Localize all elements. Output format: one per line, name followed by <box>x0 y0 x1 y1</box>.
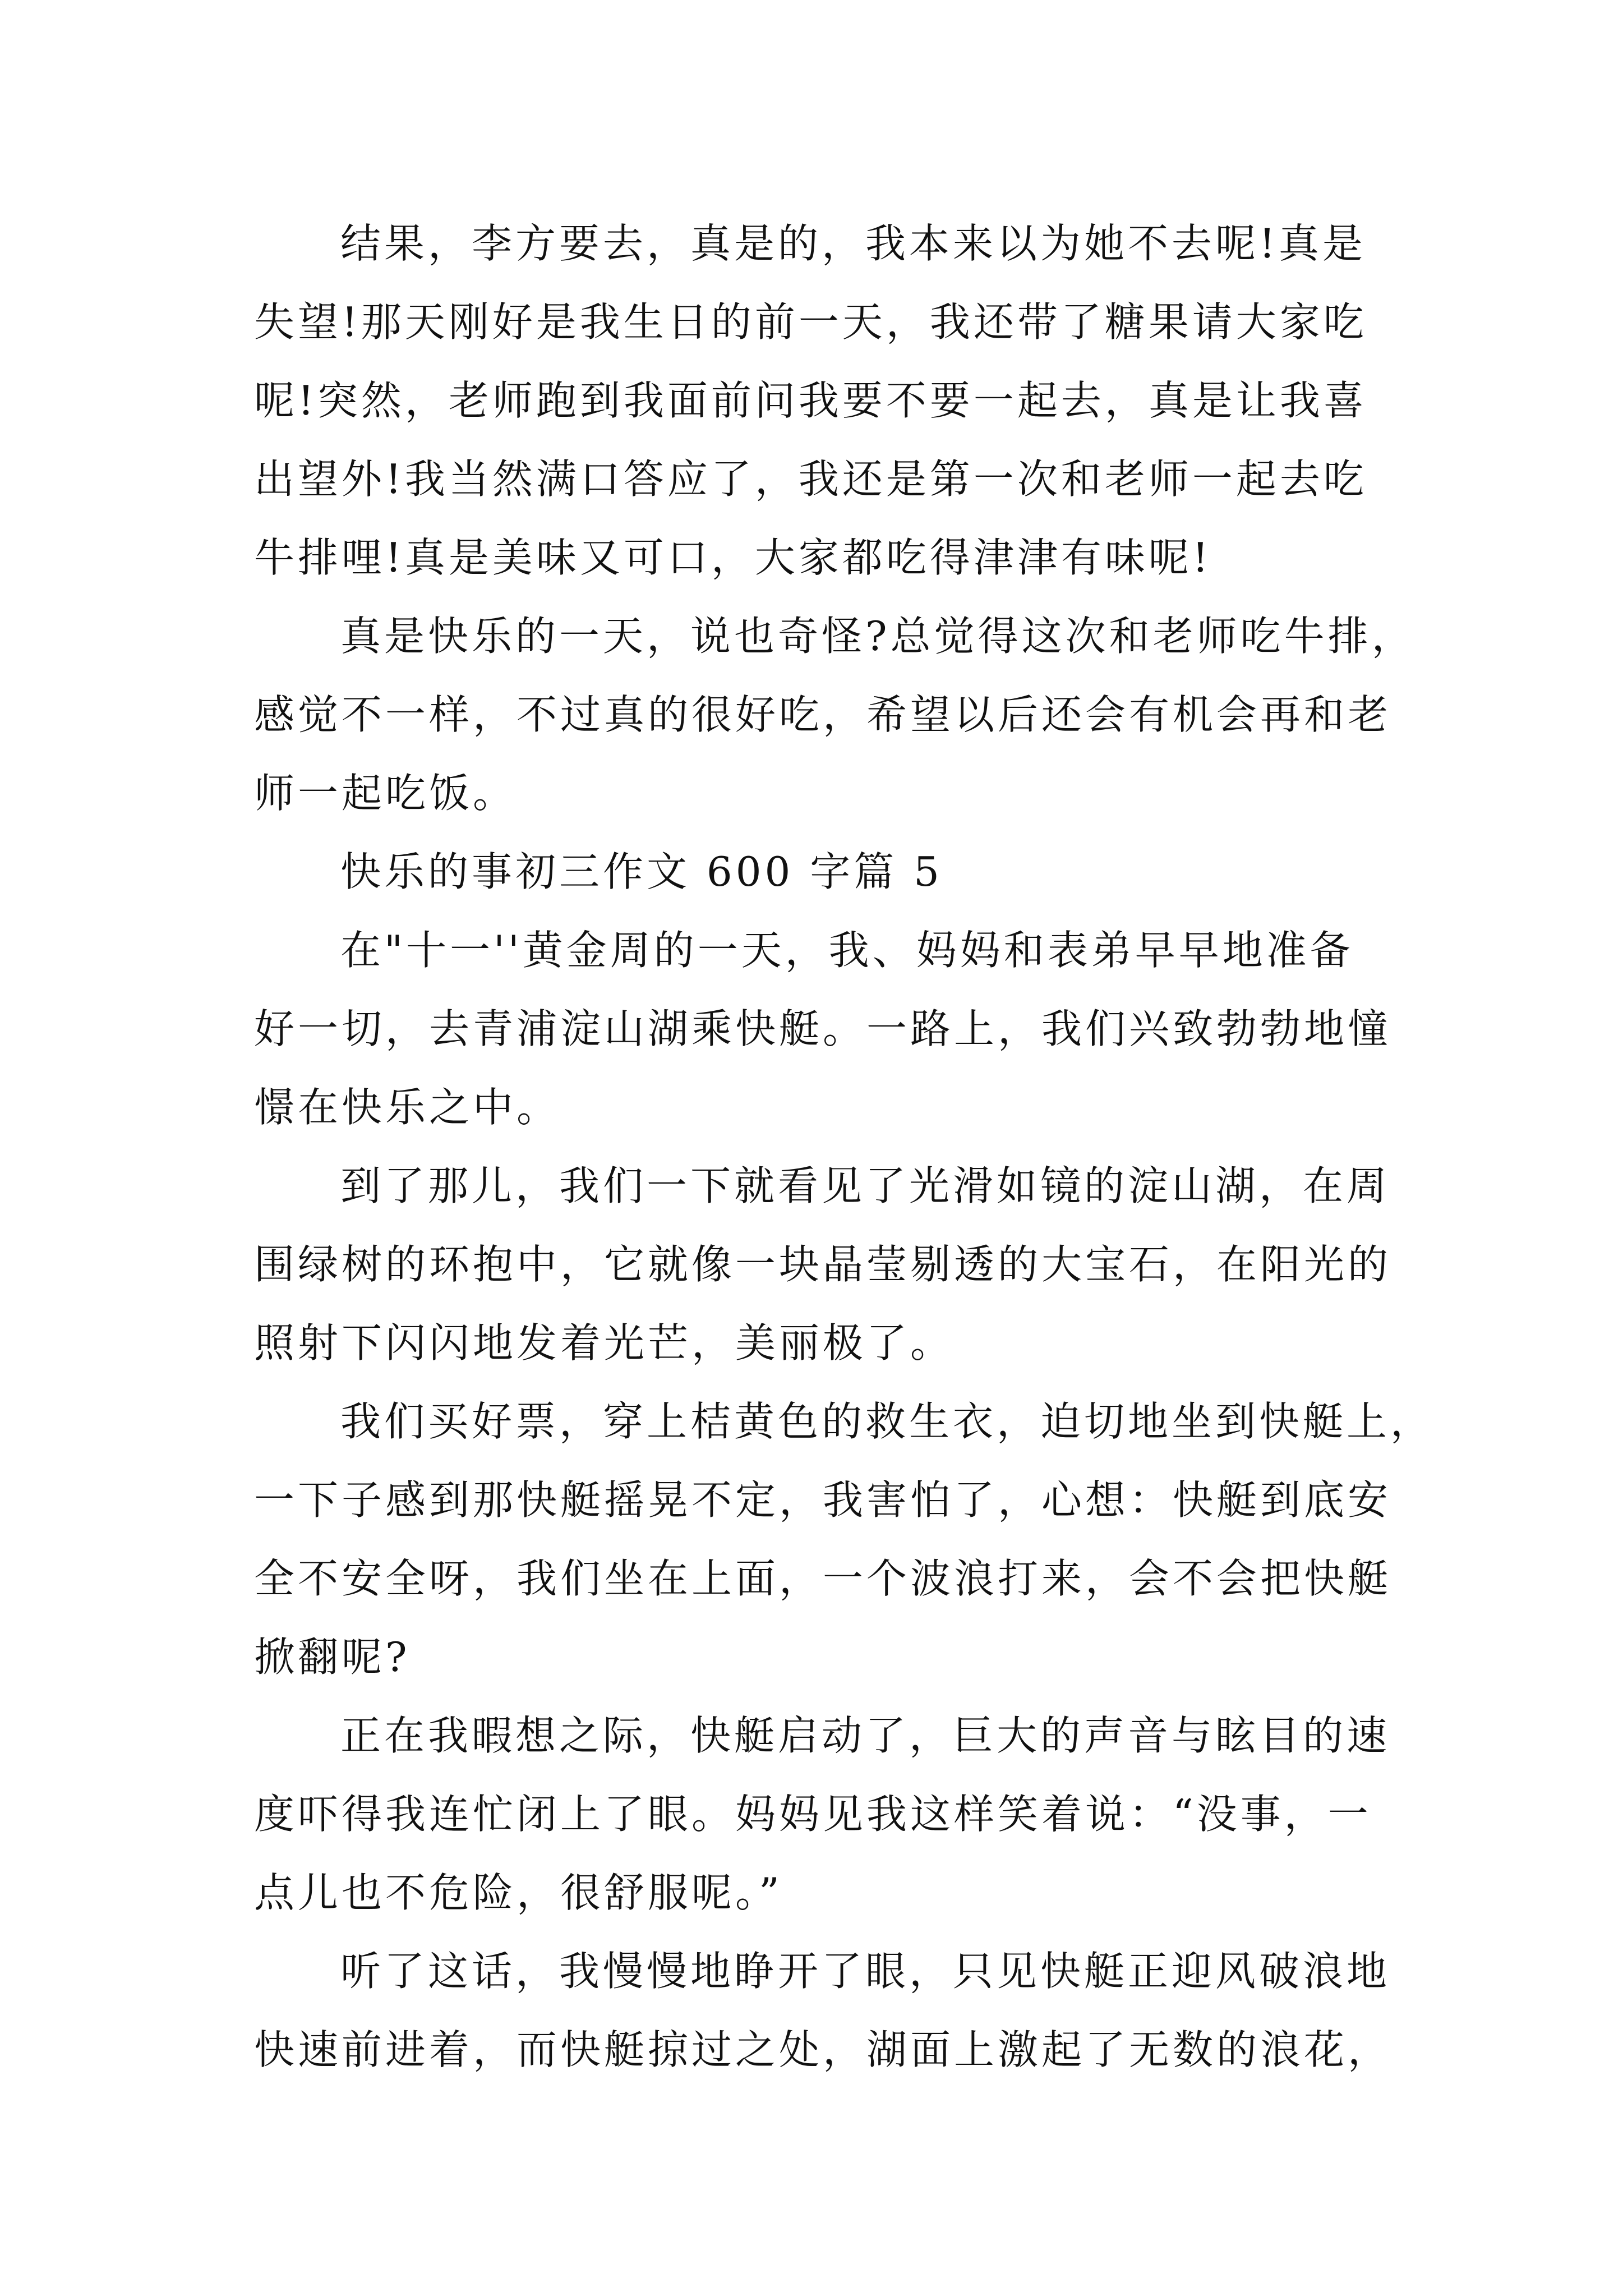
text-line: 好一切，去青浦淀山湖乘快艇。一路上，我们兴致勃勃地憧 <box>254 1005 1392 1052</box>
text-line: 在"十一''黄金周的一天，我、妈妈和表弟早早地准备 <box>340 927 1354 974</box>
text-line: 正在我暇想之际，快艇启动了，巨大的声音与眩目的速 <box>340 1712 1391 1759</box>
text-line: 呢!突然，老师跑到我面前问我要不要一起去，真是让我喜 <box>254 377 1367 424</box>
text-line: 快速前进着，而快艇掠过之处，湖面上激起了无数的浪花， <box>254 2026 1392 2073</box>
text-line: 牛排哩!真是美味又可口，大家都吃得津津有味呢! <box>254 534 1212 581</box>
text-line: 真是快乐的一天，说也奇怪?总觉得这次和老师吃牛排， <box>340 613 1415 660</box>
text-line: 点儿也不危险，很舒服呢。” <box>254 1869 783 1916</box>
text-line: 一下子感到那快艇摇晃不定，我害怕了，心想：快艇到底安 <box>254 1476 1392 1524</box>
text-line: 失望!那天刚好是我生日的前一天，我还带了糖果请大家吃 <box>254 298 1367 346</box>
text-line: 掀翻呢? <box>254 1634 411 1681</box>
text-line: 感觉不一样，不过真的很好吃，希望以后还会有机会再和老 <box>254 691 1392 738</box>
text-line: 出望外!我当然满口答应了，我还是第一次和老师一起去吃 <box>254 455 1367 503</box>
text-line: 我们买好票，穿上桔黄色的救生衣，迫切地坐到快艇上， <box>340 1398 1435 1445</box>
text-line: 师一起吃饭。 <box>254 770 517 817</box>
text-line: 全不安全呀，我们坐在上面，一个波浪打来，会不会把快艇 <box>254 1555 1392 1602</box>
text-line: 听了这话，我慢慢地睁开了眼，只见快艇正迎风破浪地 <box>340 1948 1391 1995</box>
text-line: 围绿树的环抱中，它就像一块晶莹剔透的大宝石，在阳光的 <box>254 1241 1392 1288</box>
text-line: 到了那儿，我们一下就看见了光滑如镜的淀山湖，在周 <box>340 1162 1391 1209</box>
text-line: 憬在快乐之中。 <box>254 1084 561 1131</box>
text-line: 结果，李方要去，真是的，我本来以为她不去呢!真是 <box>340 220 1366 267</box>
text-line: 度吓得我连忙闭上了眼。妈妈见我这样笑着说：“没事，一 <box>254 1791 1372 1838</box>
section-heading: 快乐的事初三作文 600 字篇 5 <box>340 848 943 895</box>
text-line: 照射下闪闪地发着光芒，美丽极了。 <box>254 1319 955 1366</box>
